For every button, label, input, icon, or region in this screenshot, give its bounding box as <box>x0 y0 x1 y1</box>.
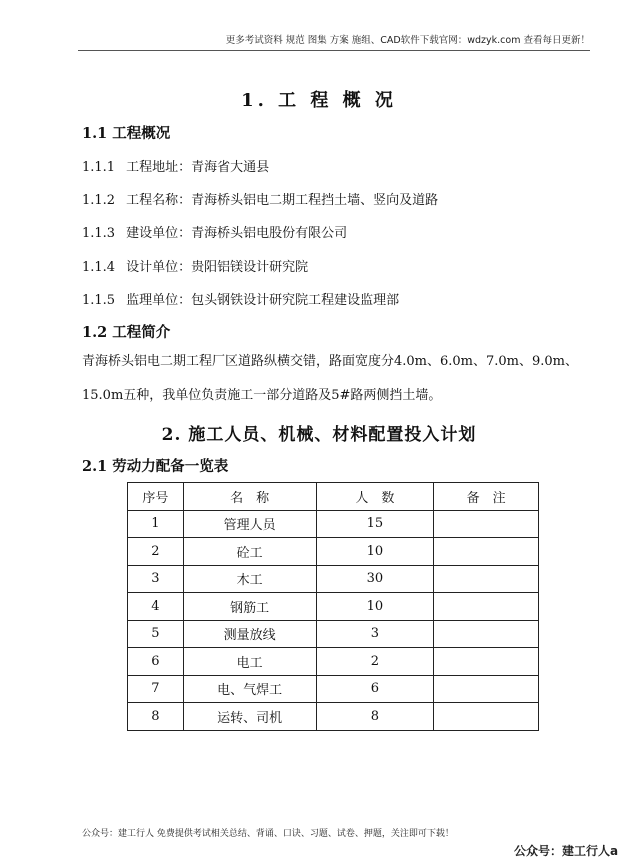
cell-index: 5 <box>128 620 184 648</box>
cell-remarks <box>434 648 539 676</box>
table-row <box>128 648 539 676</box>
cell-count: 30 <box>316 565 434 593</box>
cell-remarks <box>434 510 539 538</box>
cell-count: 10 <box>316 538 434 566</box>
cell-name: 测量放线 <box>183 620 316 648</box>
cell-name: 电工 <box>183 648 316 676</box>
item-1-1-4 <box>82 256 308 275</box>
cell-name: 砼工 <box>183 538 316 566</box>
item-number: 1.1.1 <box>82 160 116 175</box>
col-header-remarks: 备 注 <box>434 483 539 511</box>
cell-index: 7 <box>128 675 184 703</box>
cell-count: 8 <box>316 703 434 731</box>
cell-name: 电、气焊工 <box>183 675 316 703</box>
item-text: 监理单位：包头钢铁设计研究院工程建设监理部 <box>126 293 400 308</box>
section-2-1-title: 2.1 劳动力配备一览表 <box>82 458 229 475</box>
table-row <box>128 565 539 593</box>
item-number: 1.1.4 <box>82 260 116 275</box>
header-divider <box>78 50 590 51</box>
item-1-1-3 <box>82 222 347 241</box>
table-row <box>128 510 539 538</box>
cell-count: 6 <box>316 675 434 703</box>
col-header-count: 人 数 <box>316 483 434 511</box>
section-1-1-title: 1.1 工程概况 <box>82 125 171 142</box>
project-description: 青海桥头铝电二期工程厂区道路纵横交错，路面宽度分4.0m、6.0m、7.0m、9.0m、15.0m五种，我单位负责施工一部分道路及5#路两侧挡土墙。 <box>82 354 579 403</box>
table-row <box>128 593 539 621</box>
cell-remarks <box>434 565 539 593</box>
item-text: 设计单位：贵阳铝镁设计研究院 <box>126 260 309 275</box>
item-text: 工程名称：青海桥头铝电二期工程挡土墙、竖向及道路 <box>126 193 439 208</box>
cell-remarks <box>434 593 539 621</box>
cell-remarks <box>434 620 539 648</box>
footer-account: 公众号：建工行人a <box>514 844 619 858</box>
cell-remarks <box>434 675 539 703</box>
item-1-1-5 <box>82 289 399 308</box>
col-header-index: 序号 <box>128 483 184 511</box>
table-row <box>128 538 539 566</box>
table-header-row <box>128 483 539 511</box>
header-note: 更多考试资料 规范 图集 方案 施组、CAD软件下载官网：wdzyk.com 查看每日更新！ <box>225 35 590 46</box>
cell-count: 15 <box>316 510 434 538</box>
cell-index: 1 <box>128 510 184 538</box>
cell-name: 运转、司机 <box>183 703 316 731</box>
cell-remarks <box>434 538 539 566</box>
section-2-title: 2. 施工人员、机械、材料配置投入计划 <box>161 425 477 445</box>
item-number: 1.1.3 <box>82 226 116 241</box>
col-header-name: 名 称 <box>183 483 316 511</box>
cell-count: 3 <box>316 620 434 648</box>
item-1-1-2 <box>82 189 438 208</box>
section-1-2-title: 1.2 工程简介 <box>82 324 171 341</box>
item-number: 1.1.2 <box>82 193 116 208</box>
item-text: 建设单位：青海桥头铝电股份有限公司 <box>126 226 348 241</box>
footer-note: 公众号：建工行人 免费提供考试相关总结、背诵、口诀、习题、试卷、押题，关注即可下载！ <box>82 829 454 839</box>
item-1-1-1 <box>82 156 269 175</box>
cell-index: 3 <box>128 565 184 593</box>
cell-index: 8 <box>128 703 184 731</box>
section-1-title: 1. 工 程 概 况 <box>241 90 397 111</box>
item-text: 工程地址：青海省大通县 <box>126 160 270 175</box>
cell-remarks <box>434 703 539 731</box>
item-number: 1.1.5 <box>82 293 116 308</box>
cell-index: 6 <box>128 648 184 676</box>
cell-count: 2 <box>316 648 434 676</box>
cell-name: 钢筋工 <box>183 593 316 621</box>
cell-index: 4 <box>128 593 184 621</box>
labor-table <box>127 482 539 731</box>
cell-count: 10 <box>316 593 434 621</box>
cell-index: 2 <box>128 538 184 566</box>
cell-name: 木工 <box>183 565 316 593</box>
table-row <box>128 703 539 731</box>
cell-name: 管理人员 <box>183 510 316 538</box>
table-row <box>128 675 539 703</box>
table-row <box>128 620 539 648</box>
